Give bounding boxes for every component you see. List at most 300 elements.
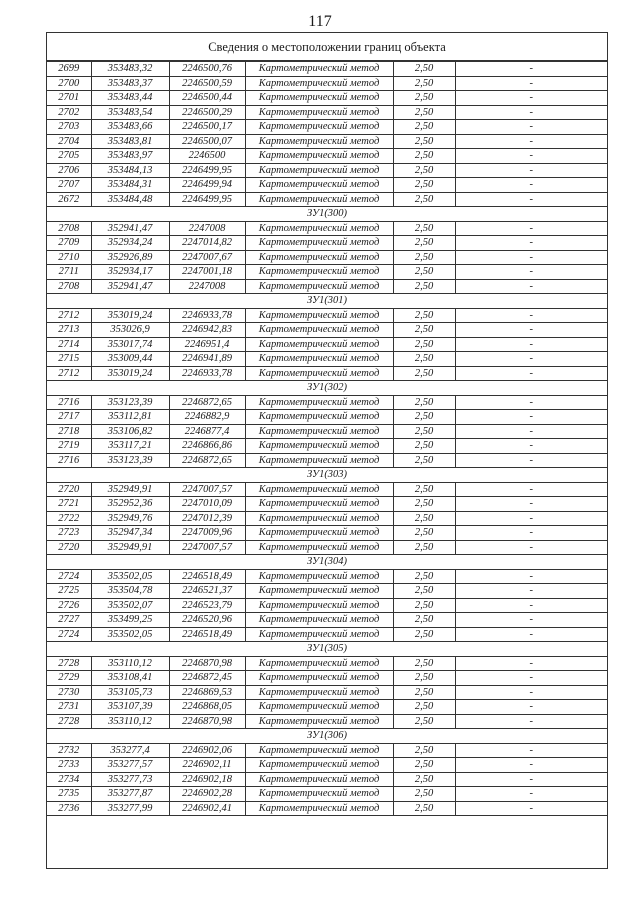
table-row — [47, 163, 607, 178]
x-coordinate-cell: 353123,39 — [91, 453, 169, 468]
table-row — [47, 410, 607, 425]
accuracy-cell: 2,50 — [393, 149, 455, 164]
y-coordinate-cell: 2246523,79 — [169, 598, 245, 613]
table-row — [47, 178, 607, 193]
table-row — [47, 482, 607, 497]
accuracy-cell: 2,50 — [393, 540, 455, 555]
y-coordinate-cell: 2246870,98 — [169, 714, 245, 729]
method-cell: Картометрический метод — [245, 91, 393, 106]
point-number-cell: 2736 — [47, 801, 91, 816]
y-coordinate-cell: 2246869,53 — [169, 685, 245, 700]
description-cell: - — [455, 366, 607, 381]
y-coordinate-cell: 2246499,95 — [169, 192, 245, 207]
y-coordinate-cell: 2246933,78 — [169, 366, 245, 381]
method-cell: Картометрический метод — [245, 613, 393, 628]
method-cell: Картометрический метод — [245, 265, 393, 280]
accuracy-cell: 2,50 — [393, 308, 455, 323]
description-cell: - — [455, 439, 607, 454]
x-coordinate-cell: 353123,39 — [91, 395, 169, 410]
method-cell: Картометрический метод — [245, 656, 393, 671]
accuracy-cell: 2,50 — [393, 584, 455, 599]
x-coordinate-cell: 353277,73 — [91, 772, 169, 787]
accuracy-cell: 2,50 — [393, 453, 455, 468]
section-row — [47, 207, 607, 222]
table-row — [47, 337, 607, 352]
method-cell: Картометрический метод — [245, 526, 393, 541]
table-row — [47, 453, 607, 468]
point-number-cell: 2729 — [47, 671, 91, 686]
method-cell: Картометрический метод — [245, 743, 393, 758]
point-number-cell: 2723 — [47, 526, 91, 541]
table-row — [47, 613, 607, 628]
table-row — [47, 598, 607, 613]
accuracy-cell: 2,50 — [393, 671, 455, 686]
description-cell: - — [455, 743, 607, 758]
method-cell: Картометрический метод — [245, 395, 393, 410]
point-number-cell: 2717 — [47, 410, 91, 425]
y-coordinate-cell: 2246868,05 — [169, 700, 245, 715]
point-number-cell: 2735 — [47, 787, 91, 802]
point-number-cell: 2714 — [47, 337, 91, 352]
x-coordinate-cell: 352949,76 — [91, 511, 169, 526]
section-label: ЗУ1(302) — [47, 381, 607, 396]
method-cell: Картометрический метод — [245, 714, 393, 729]
section-label: ЗУ1(306) — [47, 729, 607, 744]
method-cell: Картометрический метод — [245, 120, 393, 135]
table-row — [47, 62, 607, 77]
method-cell: Картометрический метод — [245, 105, 393, 120]
x-coordinate-cell: 353483,32 — [91, 62, 169, 77]
method-cell: Картометрический метод — [245, 76, 393, 91]
point-number-cell: 2702 — [47, 105, 91, 120]
method-cell: Картометрический метод — [245, 279, 393, 294]
page-number: 117 — [308, 13, 332, 30]
x-coordinate-cell: 353117,21 — [91, 439, 169, 454]
x-coordinate-cell: 352941,47 — [91, 279, 169, 294]
table-row — [47, 134, 607, 149]
section-label: ЗУ1(303) — [47, 468, 607, 483]
table-row — [47, 149, 607, 164]
description-cell: - — [455, 76, 607, 91]
table-row — [47, 569, 607, 584]
accuracy-cell: 2,50 — [393, 714, 455, 729]
point-number-cell: 2704 — [47, 134, 91, 149]
point-number-cell: 2716 — [47, 395, 91, 410]
x-coordinate-cell: 353483,54 — [91, 105, 169, 120]
method-cell: Картометрический метод — [245, 192, 393, 207]
description-cell: - — [455, 656, 607, 671]
y-coordinate-cell: 2246500,07 — [169, 134, 245, 149]
table-row — [47, 511, 607, 526]
point-number-cell: 2725 — [47, 584, 91, 599]
method-cell: Картометрический метод — [245, 685, 393, 700]
method-cell: Картометрический метод — [245, 598, 393, 613]
description-cell: - — [455, 265, 607, 280]
section-row — [47, 381, 607, 396]
description-cell: - — [455, 178, 607, 193]
method-cell: Картометрический метод — [245, 134, 393, 149]
method-cell: Картометрический метод — [245, 801, 393, 816]
description-cell: - — [455, 149, 607, 164]
description-cell: - — [455, 395, 607, 410]
description-cell: - — [455, 671, 607, 686]
accuracy-cell: 2,50 — [393, 366, 455, 381]
y-coordinate-cell: 2246500,17 — [169, 120, 245, 135]
accuracy-cell: 2,50 — [393, 758, 455, 773]
table-row — [47, 250, 607, 265]
point-number-cell: 2705 — [47, 149, 91, 164]
table-row — [47, 120, 607, 135]
x-coordinate-cell: 353019,24 — [91, 308, 169, 323]
table-row — [47, 801, 607, 816]
method-cell: Картометрический метод — [245, 236, 393, 251]
y-coordinate-cell: 2247008 — [169, 221, 245, 236]
table-row — [47, 236, 607, 251]
method-cell: Картометрический метод — [245, 772, 393, 787]
x-coordinate-cell: 353009,44 — [91, 352, 169, 367]
y-coordinate-cell: 2246902,11 — [169, 758, 245, 773]
point-number-cell: 2711 — [47, 265, 91, 280]
x-coordinate-cell: 352947,34 — [91, 526, 169, 541]
description-cell: - — [455, 192, 607, 207]
section-row — [47, 642, 607, 657]
section-label: ЗУ1(300) — [47, 207, 607, 222]
method-cell: Картометрический метод — [245, 540, 393, 555]
y-coordinate-cell: 2246518,49 — [169, 627, 245, 642]
point-number-cell: 2727 — [47, 613, 91, 628]
description-cell: - — [455, 540, 607, 555]
y-coordinate-cell: 2246500 — [169, 149, 245, 164]
y-coordinate-cell: 2247007,57 — [169, 540, 245, 555]
x-coordinate-cell: 353483,37 — [91, 76, 169, 91]
description-cell: - — [455, 482, 607, 497]
x-coordinate-cell: 353502,07 — [91, 598, 169, 613]
y-coordinate-cell: 2246951,4 — [169, 337, 245, 352]
accuracy-cell: 2,50 — [393, 163, 455, 178]
method-cell: Картометрический метод — [245, 366, 393, 381]
point-number-cell: 2721 — [47, 497, 91, 512]
method-cell: Картометрический метод — [245, 221, 393, 236]
description-cell: - — [455, 569, 607, 584]
x-coordinate-cell: 353110,12 — [91, 714, 169, 729]
table-row — [47, 279, 607, 294]
point-number-cell: 2722 — [47, 511, 91, 526]
point-number-cell: 2709 — [47, 236, 91, 251]
y-coordinate-cell: 2246872,45 — [169, 671, 245, 686]
point-number-cell: 2710 — [47, 250, 91, 265]
description-cell: - — [455, 163, 607, 178]
point-number-cell: 2720 — [47, 540, 91, 555]
x-coordinate-cell: 353277,87 — [91, 787, 169, 802]
table-row — [47, 787, 607, 802]
table-row — [47, 656, 607, 671]
method-cell: Картометрический метод — [245, 178, 393, 193]
table-row — [47, 105, 607, 120]
table-row — [47, 700, 607, 715]
table-row — [47, 526, 607, 541]
table-row — [47, 627, 607, 642]
table-title: Сведения о местоположении границ объекта — [47, 33, 607, 61]
description-cell: - — [455, 424, 607, 439]
description-cell: - — [455, 337, 607, 352]
point-number-cell: 2672 — [47, 192, 91, 207]
point-number-cell: 2730 — [47, 685, 91, 700]
table-row — [47, 497, 607, 512]
table-row — [47, 584, 607, 599]
accuracy-cell: 2,50 — [393, 801, 455, 816]
y-coordinate-cell: 2246902,18 — [169, 772, 245, 787]
method-cell: Картометрический метод — [245, 163, 393, 178]
point-number-cell: 2708 — [47, 221, 91, 236]
accuracy-cell: 2,50 — [393, 410, 455, 425]
accuracy-cell: 2,50 — [393, 62, 455, 77]
accuracy-cell: 2,50 — [393, 526, 455, 541]
accuracy-cell: 2,50 — [393, 236, 455, 251]
description-cell: - — [455, 598, 607, 613]
description-cell: - — [455, 700, 607, 715]
x-coordinate-cell: 352952,36 — [91, 497, 169, 512]
method-cell: Картометрический метод — [245, 62, 393, 77]
y-coordinate-cell: 2246941,89 — [169, 352, 245, 367]
table-row — [47, 366, 607, 381]
x-coordinate-cell: 353110,12 — [91, 656, 169, 671]
method-cell: Картометрический метод — [245, 149, 393, 164]
point-number-cell: 2706 — [47, 163, 91, 178]
y-coordinate-cell: 2247007,57 — [169, 482, 245, 497]
x-coordinate-cell: 353502,05 — [91, 569, 169, 584]
y-coordinate-cell: 2247009,96 — [169, 526, 245, 541]
description-cell: - — [455, 236, 607, 251]
point-number-cell: 2712 — [47, 366, 91, 381]
table-row — [47, 395, 607, 410]
method-cell: Картометрический метод — [245, 671, 393, 686]
accuracy-cell: 2,50 — [393, 569, 455, 584]
point-number-cell: 2712 — [47, 308, 91, 323]
y-coordinate-cell: 2246500,29 — [169, 105, 245, 120]
method-cell: Картометрический метод — [245, 787, 393, 802]
method-cell: Картометрический метод — [245, 337, 393, 352]
description-cell: - — [455, 308, 607, 323]
y-coordinate-cell: 2247010,09 — [169, 497, 245, 512]
y-coordinate-cell: 2247007,67 — [169, 250, 245, 265]
x-coordinate-cell: 353112,81 — [91, 410, 169, 425]
method-cell: Картометрический метод — [245, 569, 393, 584]
point-number-cell: 2728 — [47, 656, 91, 671]
accuracy-cell: 2,50 — [393, 120, 455, 135]
y-coordinate-cell: 2246942,83 — [169, 323, 245, 338]
y-coordinate-cell: 2246866,86 — [169, 439, 245, 454]
x-coordinate-cell: 353107,39 — [91, 700, 169, 715]
x-coordinate-cell: 353484,48 — [91, 192, 169, 207]
point-number-cell: 2699 — [47, 62, 91, 77]
point-number-cell: 2720 — [47, 482, 91, 497]
table-row — [47, 91, 607, 106]
x-coordinate-cell: 353106,82 — [91, 424, 169, 439]
x-coordinate-cell: 353277,99 — [91, 801, 169, 816]
description-cell: - — [455, 511, 607, 526]
method-cell: Картометрический метод — [245, 323, 393, 338]
method-cell: Картометрический метод — [245, 453, 393, 468]
accuracy-cell: 2,50 — [393, 656, 455, 671]
accuracy-cell: 2,50 — [393, 772, 455, 787]
accuracy-cell: 2,50 — [393, 265, 455, 280]
description-cell: - — [455, 787, 607, 802]
point-number-cell: 2713 — [47, 323, 91, 338]
method-cell: Картометрический метод — [245, 410, 393, 425]
method-cell: Картометрический метод — [245, 511, 393, 526]
accuracy-cell: 2,50 — [393, 134, 455, 149]
y-coordinate-cell: 2246933,78 — [169, 308, 245, 323]
description-cell: - — [455, 134, 607, 149]
accuracy-cell: 2,50 — [393, 221, 455, 236]
point-number-cell: 2715 — [47, 352, 91, 367]
y-coordinate-cell: 2246902,41 — [169, 801, 245, 816]
accuracy-cell: 2,50 — [393, 598, 455, 613]
description-cell: - — [455, 221, 607, 236]
section-row — [47, 729, 607, 744]
description-cell: - — [455, 91, 607, 106]
table-row — [47, 714, 607, 729]
table-row — [47, 265, 607, 280]
description-cell: - — [455, 120, 607, 135]
point-number-cell: 2724 — [47, 569, 91, 584]
point-number-cell: 2708 — [47, 279, 91, 294]
table-row — [47, 308, 607, 323]
x-coordinate-cell: 353105,73 — [91, 685, 169, 700]
y-coordinate-cell: 2247014,82 — [169, 236, 245, 251]
point-number-cell: 2728 — [47, 714, 91, 729]
x-coordinate-cell: 353019,24 — [91, 366, 169, 381]
description-cell: - — [455, 627, 607, 642]
section-label: ЗУ1(301) — [47, 294, 607, 309]
x-coordinate-cell: 353277,57 — [91, 758, 169, 773]
y-coordinate-cell: 2246872,65 — [169, 395, 245, 410]
accuracy-cell: 2,50 — [393, 279, 455, 294]
point-number-cell: 2718 — [47, 424, 91, 439]
method-cell: Картометрический метод — [245, 439, 393, 454]
table-row — [47, 758, 607, 773]
y-coordinate-cell: 2247012,39 — [169, 511, 245, 526]
y-coordinate-cell: 2247001,18 — [169, 265, 245, 280]
point-number-cell: 2707 — [47, 178, 91, 193]
point-number-cell: 2734 — [47, 772, 91, 787]
description-cell: - — [455, 584, 607, 599]
description-cell: - — [455, 714, 607, 729]
table-row — [47, 424, 607, 439]
description-cell: - — [455, 105, 607, 120]
point-number-cell: 2719 — [47, 439, 91, 454]
x-coordinate-cell: 352949,91 — [91, 482, 169, 497]
section-label: ЗУ1(304) — [47, 555, 607, 570]
accuracy-cell: 2,50 — [393, 482, 455, 497]
method-cell: Картометрический метод — [245, 352, 393, 367]
y-coordinate-cell: 2246872,65 — [169, 453, 245, 468]
x-coordinate-cell: 353026,9 — [91, 323, 169, 338]
accuracy-cell: 2,50 — [393, 627, 455, 642]
table-row — [47, 192, 607, 207]
accuracy-cell: 2,50 — [393, 613, 455, 628]
accuracy-cell: 2,50 — [393, 192, 455, 207]
description-cell: - — [455, 410, 607, 425]
x-coordinate-cell: 352934,17 — [91, 265, 169, 280]
accuracy-cell: 2,50 — [393, 323, 455, 338]
accuracy-cell: 2,50 — [393, 787, 455, 802]
section-label: ЗУ1(305) — [47, 642, 607, 657]
description-cell: - — [455, 62, 607, 77]
point-number-cell: 2703 — [47, 120, 91, 135]
accuracy-cell: 2,50 — [393, 352, 455, 367]
method-cell: Картометрический метод — [245, 482, 393, 497]
description-cell: - — [455, 279, 607, 294]
method-cell: Картометрический метод — [245, 584, 393, 599]
accuracy-cell: 2,50 — [393, 91, 455, 106]
y-coordinate-cell: 2246500,44 — [169, 91, 245, 106]
x-coordinate-cell: 353504,78 — [91, 584, 169, 599]
y-coordinate-cell: 2246499,95 — [169, 163, 245, 178]
description-cell: - — [455, 323, 607, 338]
description-cell: - — [455, 758, 607, 773]
method-cell: Картометрический метод — [245, 497, 393, 512]
y-coordinate-cell: 2246518,49 — [169, 569, 245, 584]
x-coordinate-cell: 352949,91 — [91, 540, 169, 555]
x-coordinate-cell: 353483,66 — [91, 120, 169, 135]
y-coordinate-cell: 2246499,94 — [169, 178, 245, 193]
x-coordinate-cell: 352926,89 — [91, 250, 169, 265]
method-cell: Картометрический метод — [245, 758, 393, 773]
accuracy-cell: 2,50 — [393, 700, 455, 715]
accuracy-cell: 2,50 — [393, 511, 455, 526]
point-number-cell: 2716 — [47, 453, 91, 468]
point-number-cell: 2700 — [47, 76, 91, 91]
accuracy-cell: 2,50 — [393, 439, 455, 454]
method-cell: Картометрический метод — [245, 700, 393, 715]
accuracy-cell: 2,50 — [393, 743, 455, 758]
method-cell: Картометрический метод — [245, 250, 393, 265]
point-number-cell: 2733 — [47, 758, 91, 773]
table-row — [47, 221, 607, 236]
point-number-cell: 2732 — [47, 743, 91, 758]
description-cell: - — [455, 801, 607, 816]
x-coordinate-cell: 353277,4 — [91, 743, 169, 758]
x-coordinate-cell: 352934,24 — [91, 236, 169, 251]
description-cell: - — [455, 497, 607, 512]
x-coordinate-cell: 353499,25 — [91, 613, 169, 628]
description-cell: - — [455, 772, 607, 787]
point-number-cell: 2701 — [47, 91, 91, 106]
y-coordinate-cell: 2246520,96 — [169, 613, 245, 628]
coordinates-table — [47, 61, 607, 816]
accuracy-cell: 2,50 — [393, 497, 455, 512]
description-cell: - — [455, 685, 607, 700]
y-coordinate-cell: 2247008 — [169, 279, 245, 294]
x-coordinate-cell: 353483,44 — [91, 91, 169, 106]
accuracy-cell: 2,50 — [393, 395, 455, 410]
table-row — [47, 671, 607, 686]
y-coordinate-cell: 2246500,76 — [169, 62, 245, 77]
x-coordinate-cell: 353502,05 — [91, 627, 169, 642]
x-coordinate-cell: 353483,81 — [91, 134, 169, 149]
x-coordinate-cell: 353483,97 — [91, 149, 169, 164]
y-coordinate-cell: 2246902,28 — [169, 787, 245, 802]
boundary-table-sheet — [46, 32, 608, 869]
accuracy-cell: 2,50 — [393, 105, 455, 120]
method-cell: Картометрический метод — [245, 424, 393, 439]
method-cell: Картометрический метод — [245, 627, 393, 642]
x-coordinate-cell: 352941,47 — [91, 221, 169, 236]
accuracy-cell: 2,50 — [393, 337, 455, 352]
x-coordinate-cell: 353017,74 — [91, 337, 169, 352]
accuracy-cell: 2,50 — [393, 76, 455, 91]
